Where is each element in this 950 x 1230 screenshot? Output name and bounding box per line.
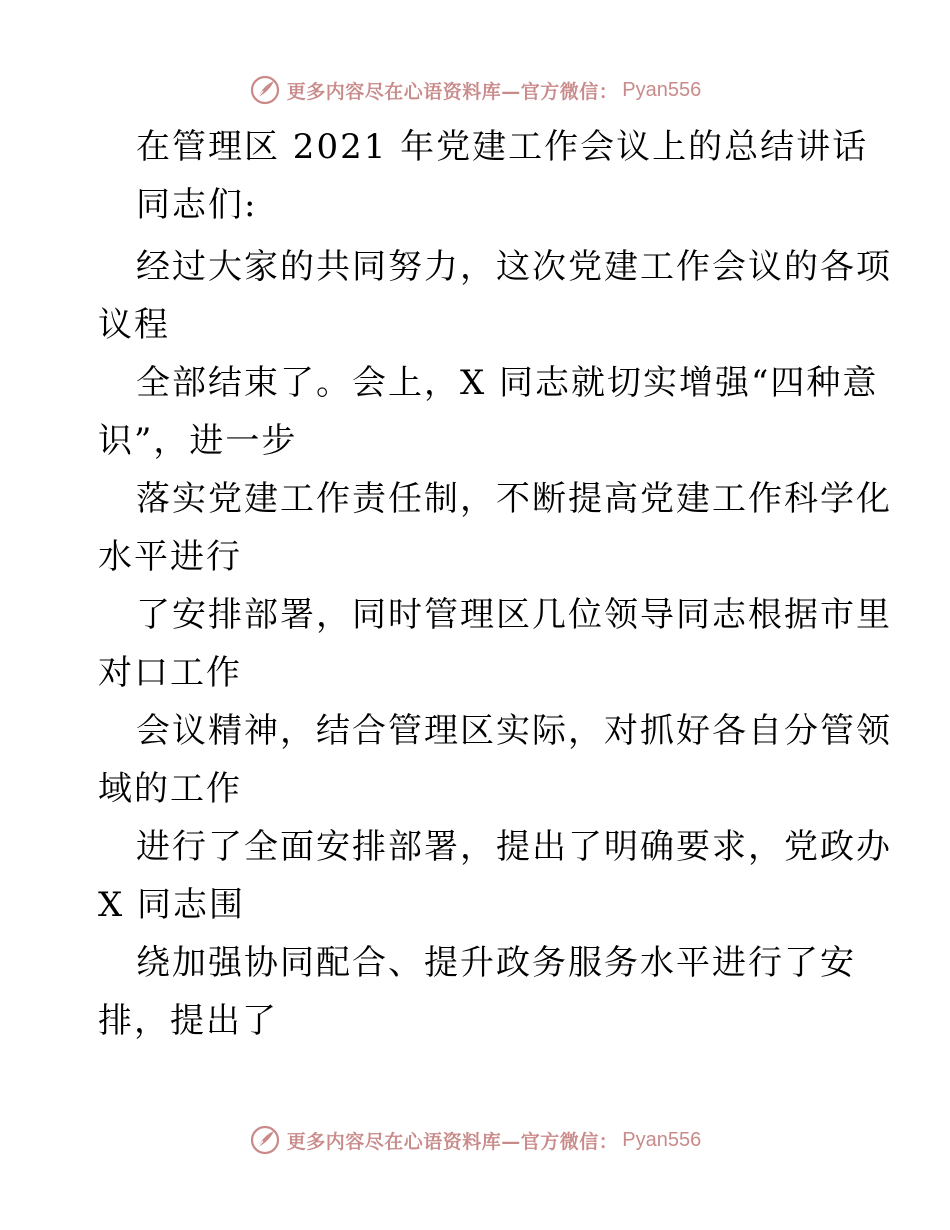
header-banner-text: 更多内容尽在心语资料库—官方微信： (286, 80, 619, 103)
feather-pen-icon (249, 1124, 281, 1156)
text-line: 排，提出了 (98, 1001, 278, 1041)
header-banner (0, 72, 950, 108)
document-body (98, 118, 892, 1050)
text-line: 了安排部署，同时管理区几位领导同志根据市里 (136, 595, 892, 635)
document-title: 在管理区 2021 年党建工作会议上的总结讲话 (136, 127, 869, 167)
footer-banner-text: 更多内容尽在心语资料库—官方微信： (286, 1130, 619, 1153)
text-line: X 同志围 (98, 885, 246, 925)
text-line: 识”，进一步 (98, 421, 298, 461)
paragraph (98, 238, 892, 1050)
footer-banner-id: Pyan556 (622, 1128, 702, 1151)
text-line: 会议精神，结合管理区实际，对抓好各自分管领 (136, 711, 892, 751)
text-line: 域的工作 (98, 769, 242, 809)
feather-pen-icon (249, 74, 281, 106)
footer-banner (0, 1122, 950, 1158)
text-line: 落实党建工作责任制，不断提高党建工作科学化 (136, 479, 892, 519)
text-line: 议程 (98, 305, 170, 345)
text-line: 绕加强协同配合、提升政务服务水平进行了安 (136, 943, 856, 983)
text-line: 水平进行 (98, 537, 242, 577)
text-line: 全部结束了。会上，X 同志就切实增强“四种意 (136, 363, 879, 403)
text-line: 对口工作 (98, 653, 242, 693)
text-line: 进行了全面安排部署，提出了明确要求，党政办 (136, 827, 892, 867)
document-salutation: 同志们: (136, 185, 258, 225)
text-line: 经过大家的共同努力，这次党建工作会议的各项 (136, 247, 892, 287)
header-banner-id: Pyan556 (622, 78, 702, 101)
